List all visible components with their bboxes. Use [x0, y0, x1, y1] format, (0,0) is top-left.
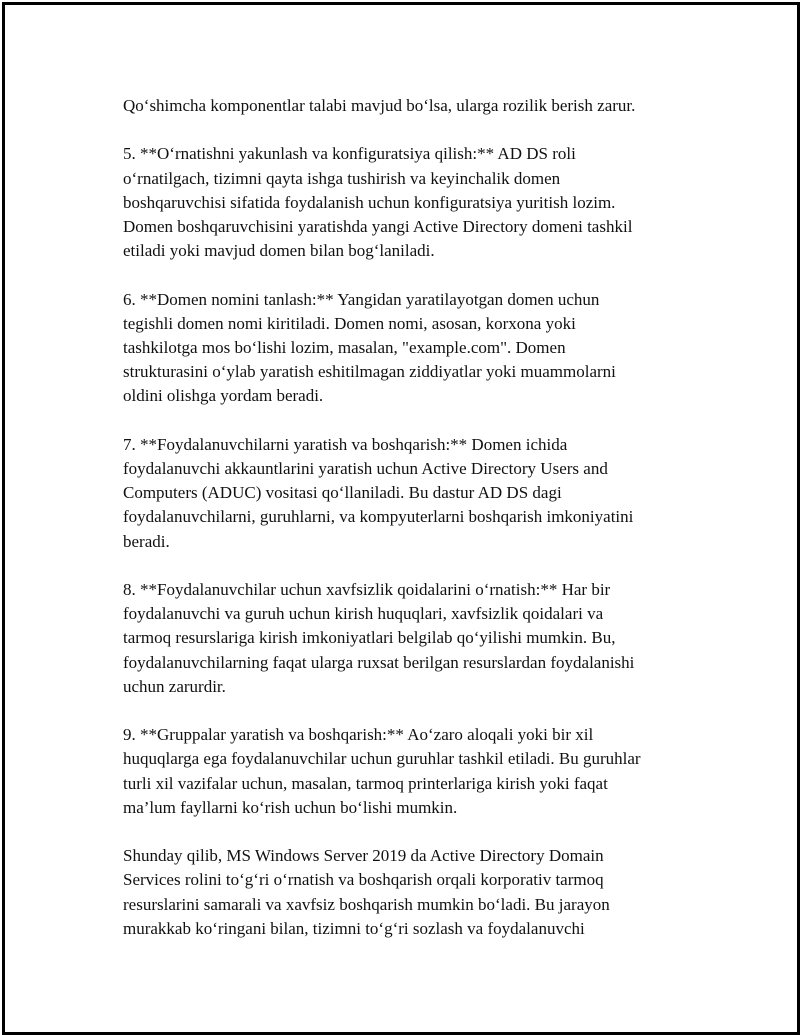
- paragraph-conclusion: Shunday qilib, MS Windows Server 2019 da Active Directory Domain Services rolini to‘g‘ri o‘rnatish va boshqarish orqali korporativ tarmoq resurslarini samarali va xavfsiz boshqarish mumkin bo‘ladi. Bu jarayon murakkab ko‘ringani bilan, tizimni to‘g‘ri sozlash va foydalanuvchi: [123, 846, 610, 938]
- paragraph-step-6: 6. **Domen nomini tanlash:** Yangidan yaratilayotgan domen uchun tegishli domen nomi kiritiladi. Domen nomi, asosan, korxona yoki tashkilotga mos bo‘lishi lozim, masalan, "example.com". Domen strukturasini o‘ylab yaratish eshitilmagan ziddiyatlar yoki muammolarni oldini olishga yordam beradi.: [123, 289, 616, 406]
- paragraph-step-7: 7. **Foydalanuvchilarni yaratish va boshqarish:** Domen ichida foydalanuvchi akkauntlarini yaratish uchun Active Directory Users and Computers (ADUC) vositasi qo‘llaniladi. Bu dastur AD DS dagi foydalanuvchilarni, guruhlarni, va kompyuterlarni boshqarish imkoniyatini beradi.: [123, 434, 634, 551]
- document-body: [123, 94, 698, 965]
- document-page: [2, 2, 800, 1035]
- paragraph-step-8: 8. **Foydalanuvchilar uchun xavfsizlik qoidalarini o‘rnatish:** Har bir foydalanuvchi va guruh uchun kirish huquqlari, xavfsizlik qoidalari va tarmoq resurslariga kirish imkoniyatlari belgilab qo‘yilishi mumkin. Bu, foydalanuvchilarning faqat ularga ruxsat berilgan resurslardan foydalanishi uchun zarurdir.: [123, 580, 635, 696]
- paragraph-consent-note: Qo‘shimcha komponentlar talabi mavjud bo‘lsa, ularga rozilik berish zarur.: [123, 96, 636, 115]
- paragraph-step-9: 9. **Gruppalar yaratish va boshqarish:** Ao‘zaro aloqali yoki bir xil huquqlarga ega foydalanuvchilar uchun guruhlar tashkil etiladi. Bu guruhlar turli xil vazifalar uchun, masalan, tarmoq printerlariga kirish yoki faqat ma’lum fayllarni ko‘rish uchun bo‘lishi mumkin.: [123, 725, 641, 817]
- paragraph-step-5: 5. **O‘rnatishni yakunlash va konfiguratsiya qilish:** AD DS roli o‘rnatilgach, tizimni qayta ishga tushirish va keyinchalik domen boshqaruvchisi sifatida foydalanish uchun konfiguratsiya yuritish lozim. Domen boshqaruvchisini yaratishda yangi Active Directory domeni tashkil etiladi yoki mavjud domen bilan bog‘laniladi.: [123, 144, 633, 261]
